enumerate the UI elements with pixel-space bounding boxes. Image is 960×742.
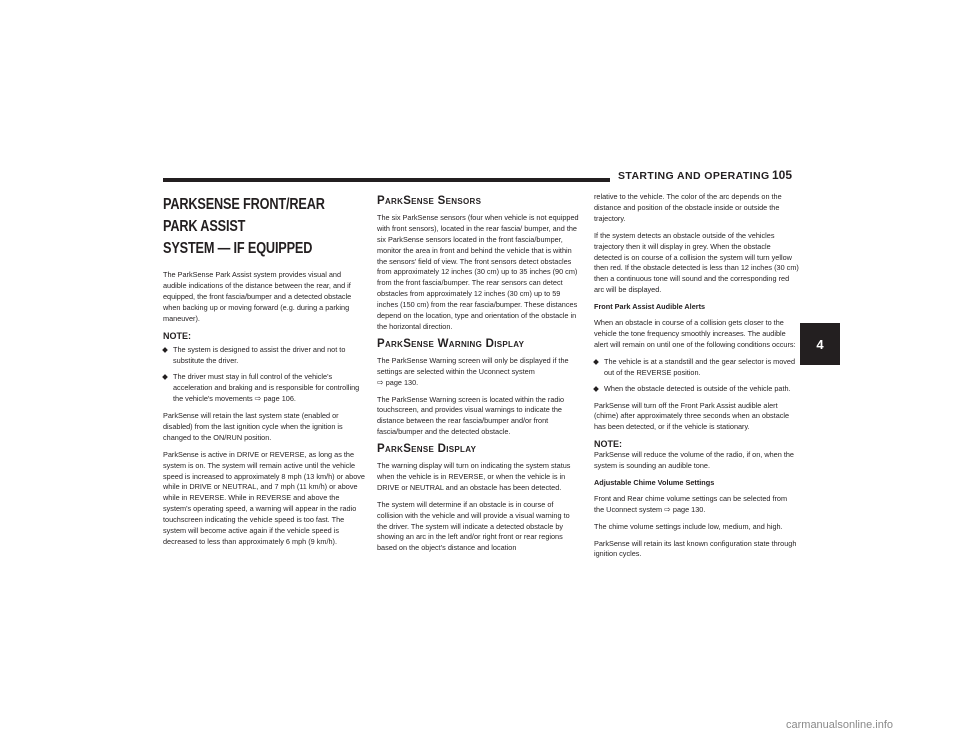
column-middle: [377, 192, 579, 560]
chime-volume-heading: Adjustable Chime Volume Settings: [594, 477, 715, 487]
warning-paragraph-1: [377, 356, 579, 389]
column-right: [594, 192, 799, 566]
state-paragraph: ParkSense will retain the last system state (enabled or disabled) from the last ignition cycle when the ignition is changed to the ON/RUN position.: [163, 410, 343, 442]
list-item: [163, 372, 365, 405]
arc-color-paragraph: relative to the vehicle. The color of the arc depends on the distance and position of the obstacle inside or outside the trajectory.: [594, 192, 782, 223]
chime-text: Front and Rear chime volume settings can be selected from the Uconnect system: [594, 493, 788, 514]
column-left: [163, 192, 365, 554]
note-label: NOTE:: [163, 330, 191, 341]
sensors-heading: ParkSense Sensors: [377, 195, 482, 207]
chapter-tab[interactable]: [800, 323, 840, 365]
chime-levels-paragraph: The chime volume settings include low, medium, and high.: [594, 521, 783, 531]
page-reference-arrow-icon: ⇨: [664, 504, 671, 514]
chime-settings-paragraph: [594, 494, 799, 516]
main-heading-line2: SYSTEM — IF EQUIPPED: [163, 240, 313, 257]
page-reference-arrow-icon: ⇨: [377, 377, 384, 387]
sensors-paragraph: The six ParkSense sensors (four when vehicle is not equipped with front sensors), located in the rear fascia/ bumper, and the six ParkSense sensors located in the front fascia/bumper, monitor the area in front and behind the vehicle that is within the sensors' field of view. The front sensors detect obstacles from approximately 12 inches (30 cm) up to 35 inches (90 cm) from the front fascia/bumper. The rear sensors can detect obstacles from approximately 12 inches (30 cm) up to 59 inches (150 cm) from the rear fascia/bumper. These distances depend on the location, type and orientation of the obstacle in the horizontal direction.: [377, 212, 579, 331]
page-reference-link[interactable]: page 130.: [672, 504, 706, 514]
intro-paragraph: The ParkSense Park Assist system provides visual and audible indications of the distance between the rear, and if equipped, the front fascia/bumper and a detected obstacle when backing up or moving forward (e.g. during a parking maneuver).: [163, 270, 352, 323]
page-reference-arrow-icon: ⇨: [254, 394, 262, 404]
warning-text: The ParkSense Warning screen will only be displayed if the settings are selected within the Uconnect system: [377, 355, 569, 376]
watermark: carmanualsonline.info: [786, 719, 894, 731]
note-bullets: [163, 345, 365, 405]
list-item: The system is designed to assist the driver and not to substitute the driver.: [163, 345, 365, 367]
main-heading-line1: PARKSENSE FRONT/REAR PARK ASSIST: [163, 196, 325, 235]
chapter-number: 4: [816, 336, 824, 352]
display-paragraph-2: The system will determine if an obstacle is in course of collision with the vehicle and will provide a visual warning to the driver. The system will indicate a detected obstacle by showing an arc in the left and/or right front or rear regions based on the object’s distance and location: [377, 499, 570, 553]
note-text: ParkSense will reduce the volume of the radio, if on, when the system is sounding an audible tone.: [594, 450, 794, 471]
trajectory-paragraph: If the system detects an obstacle outside of the vehicles trajectory then it will display in grey. When the obstacle detected is on course of a collision the system will turn yellow then red. If the obstacle detected is less than 12 inches (30 cm) then a continuous tone will sound and the corresponding red arc will be displayed.: [594, 230, 799, 295]
audible-alerts-heading: Front Park Assist Audible Alerts: [594, 302, 706, 312]
audible-paragraph: When an obstacle in course of a collision gets closer to the vehicle the tone frequency smoothly increases. The audible alert will remain on until one of the following conditions occurs:: [594, 318, 796, 349]
list-item: When the obstacle detected is outside of the vehicle path.: [594, 384, 799, 395]
retain-config-paragraph: ParkSense will retain its last known configuration state through ignition cycles.: [594, 538, 797, 559]
warning-paragraph-2: The ParkSense Warning screen is located within the radio touchscreen, and provides visual warnings to indicate the distance between the rear fascia/bumper and/or front fascia/bumper and the detected obstacle.: [377, 394, 565, 437]
warning-display-heading: ParkSense Warning Display: [377, 337, 525, 350]
active-paragraph: ParkSense is active in DRIVE or REVERSE, as long as the system is on. The system will remain active until the vehicle speed is increased to approximately 8 mph (13 km/h) or above while in DRIVE or NEUTRAL, and 7 mph (11 km/h) or above while in REVERSE. While in REVERSE and above the system's operating speed, a warning will appear in the radio touchscreen indicating the vehicle speed is too fast. The system will become active again if the vehicle speed is decreased to less than approximately 6 mph (9 km/h).: [163, 449, 365, 546]
bullet-text: The driver must stay in full control of the vehicle's acceleration and braking and is responsible for controlling the vehicle's movements: [173, 372, 360, 404]
display-heading: ParkSense Display: [377, 443, 477, 456]
page-number: 105: [772, 168, 793, 182]
page-reference-link[interactable]: page 130.: [385, 377, 419, 387]
section-title: STARTING AND OPERATING: [610, 170, 778, 182]
main-heading: [163, 194, 360, 260]
condition-bullets: [594, 357, 799, 395]
chime-off-paragraph: ParkSense will turn off the Front Park Assist audible alert (chime) after approximately three seconds when an obstacle has been detected, or if the vehicle is stationary.: [594, 400, 790, 432]
display-paragraph-1: The warning display will turn on indicating the system status when the vehicle is in REVERSE, or when the vehicle is in DRIVE or NEUTRAL and an obstacle has been detected.: [377, 461, 571, 492]
note-label: NOTE:: [594, 439, 622, 450]
list-item: The vehicle is at a standstill and the gear selector is moved out of the REVERSE position.: [594, 357, 799, 379]
page-reference-link[interactable]: page 106.: [263, 394, 296, 404]
